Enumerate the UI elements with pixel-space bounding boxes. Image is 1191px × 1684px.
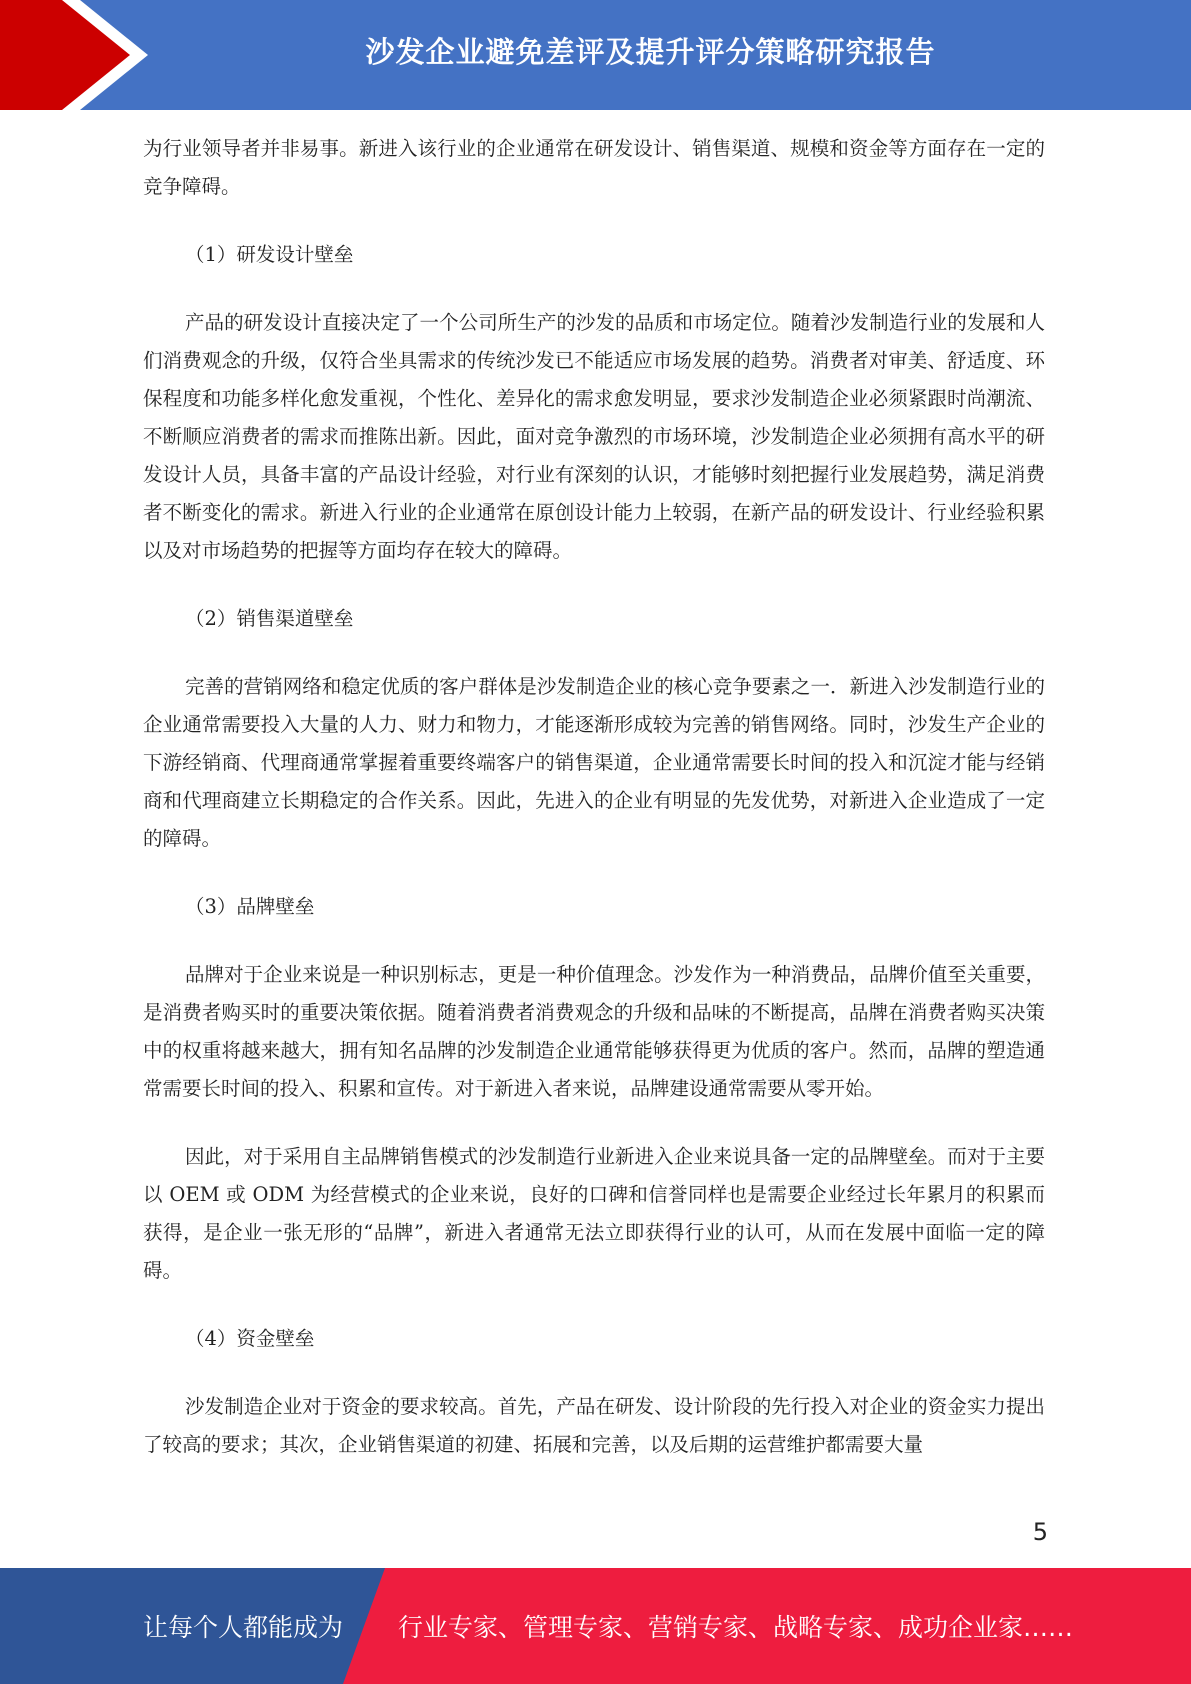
section-heading-sales: （2）销售渠道壁垒 (185, 607, 354, 630)
section-paragraph: 因此，对于采用自主品牌销售模式的沙发制造行业新进入企业来说具备一定的品牌壁垒。而对于主要以 OEM 或 ODM 为经营模式的企业来说，良好的口碑和信誉同样也是需要企业经过长年累月的积累而获得，是企业一张无形的“品牌”，新进入者通常无法立即获得行业的认可，从而在发展中面临一定的障碍。 (143, 1145, 1045, 1282)
page-footer (0, 1568, 1191, 1684)
section-heading-brand: （3）品牌壁垒 (185, 895, 315, 918)
page-title: 沙发企业避免差评及提升评分策略研究报告 (365, 34, 936, 69)
page-number: 5 (1032, 1518, 1048, 1546)
section-paragraph: 产品的研发设计直接决定了一个公司所生产的沙发的品质和市场定位。随着沙发制造行业的发展和人们消费观念的升级，仅符合坐具需求的传统沙发已不能适应市场发展的趋势。消费者对审美、舒适度、环保程度和功能多样化愈发重视，个性化、差异化的需求愈发明显，要求沙发制造企业必须紧跟时尚潮流、不断顺应消费者的需求而推陈出新。因此，面对竞争激烈的市场环境，沙发制造企业必须拥有高水平的研发设计人员，具备丰富的产品设计经验，对行业有深刻的认识，才能够时刻把握行业发展趋势，满足消费者不断变化的需求。新进入行业的企业通常在原创设计能力上较弱，在新产品的研发设计、行业经验积累以及对市场趋势的把握等方面均存在较大的障碍。 (143, 311, 1045, 562)
footer-slogan-left: 让每个人都能成为 (143, 1613, 344, 1642)
page-header (0, 0, 1191, 110)
section-heading-rd: （1）研发设计壁垒 (185, 243, 354, 266)
section-paragraph: 沙发制造企业对于资金的要求较高。首先，产品在研发、设计阶段的先行投入对企业的资金实力提出了较高的要求；其次，企业销售渠道的初建、拓展和完善，以及后期的运营维护都需要大量 (143, 1395, 1045, 1456)
footer-slogan-right: 行业专家、管理专家、营销专家、战略专家、成功企业家…… (398, 1613, 1074, 1642)
intro-paragraph: 为行业领导者并非易事。新进入该行业的企业通常在研发设计、销售渠道、规模和资金等方面存在一定的竞争障碍。 (143, 137, 1045, 198)
section-paragraph: 完善的营销网络和稳定优质的客户群体是沙发制造企业的核心竞争要素之一．新进入沙发制造行业的企业通常需要投入大量的人力、财力和物力，才能逐渐形成较为完善的销售网络。同时，沙发生产企业的下游经销商、代理商通常掌握着重要终端客户的销售渠道，企业通常需要长时间的投入和沉淀才能与经销商和代理商建立长期稳定的合作关系。因此，先进入的企业有明显的先发优势，对新进入企业造成了一定的障碍。 (143, 675, 1045, 850)
document-body (143, 130, 1045, 1464)
section-heading-capital: （4）资金壁垒 (185, 1327, 315, 1350)
section-paragraph: 品牌对于企业来说是一种识别标志，更是一种价值理念。沙发作为一种消费品，品牌价值至关重要，是消费者购买时的重要决策依据。随着消费者消费观念的升级和品味的不断提高，品牌在消费者购买决策中的权重将越来越大，拥有知名品牌的沙发制造企业通常能够获得更为优质的客户。然而，品牌的塑造通常需要长时间的投入、积累和宣传。对于新进入者来说，品牌建设通常需要从零开始。 (143, 963, 1045, 1100)
